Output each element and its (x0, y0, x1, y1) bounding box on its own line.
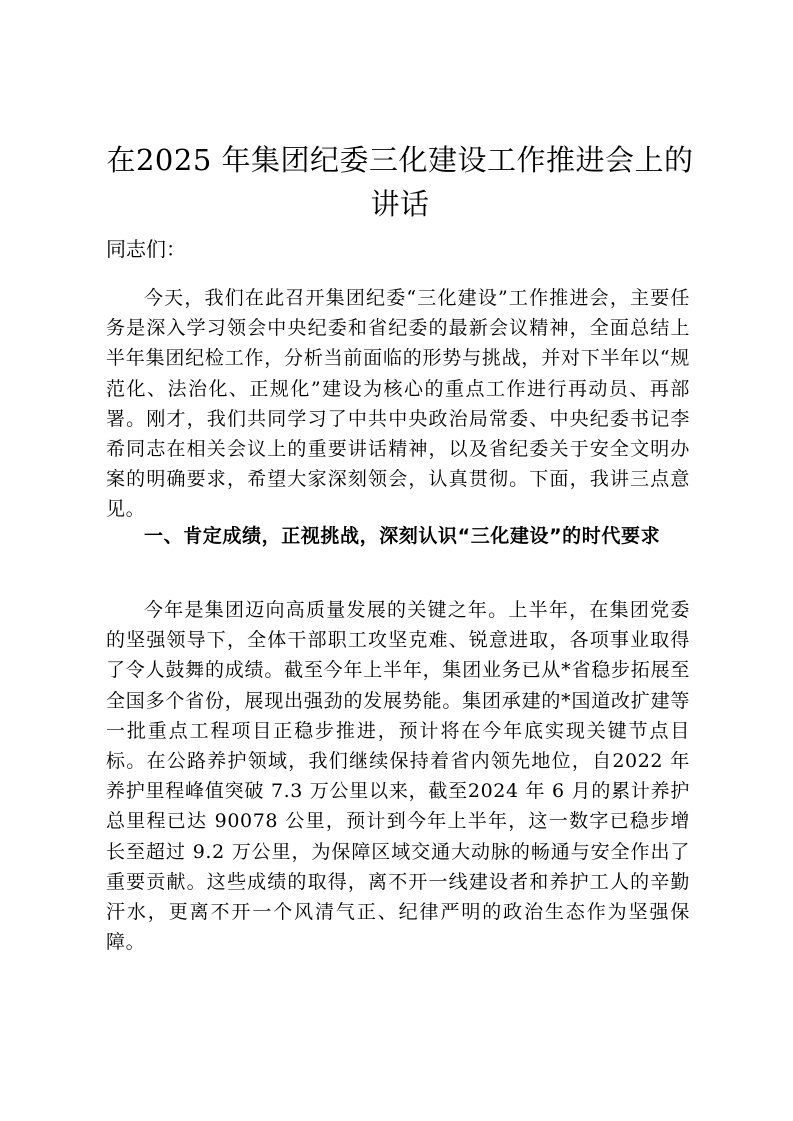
body-paragraph-1: 今天，我们在此召开集团纪委“三化建设”工作推进会，主要任务是深入学习领会中央纪委和省纪委的最新会议精神，全面总结上半年集团纪检工作，分析当前面临的形势与挑战，并对下半年以“规范化、法治化、正规化”建设为核心的重点工作进行再动员、再部署。刚才，我们共同学习了中共中央政治局常委、中央纪委书记李希同志在相关会议上的重要讲话精神，以及省纪委关于安全文明办案的明确要求，希望大家深刻领会，认真贯彻。下面，我讲三点意见。 (106, 287, 690, 521)
section-heading-1: 一、肯定成绩，正视挑战，深刻认识“三化建设”的时代要求 (144, 525, 661, 547)
body-paragraph-2: 今年是集团迈向高质量发展的关键之年。上半年，在集团党委的坚强领导下，全体干部职工攻坚克难、锐意进取，各项事业取得了令人鼓舞的成绩。截至今年上半年，集团业务已从*省稳步拓展至全国多个省份，展现出强劲的发展势能。集团承建的*国道改扩建等一批重点工程项目正稳步推进，预计将在今年底实现关键节点目标。在公路养护领域，我们继续保持着省内领先地位，自2022 年养护里程峰值突破 7.3 万公里以来，截至2024 年 6 月的累计养护总里程已达 90078 公里，预计到今年上半年，这一数字已稳步增长至超过 9.2 万公里，为保障区域交通大动脉的畅通与安全作出了重要贡献。这些成绩的取得，离不开一线建设者和养护工人的辛勤汗水，更离不开一个风清气正、纪律严明的政治生态作为坚强保障。 (106, 599, 690, 954)
page-title: 在2025 年集团纪委三化建设工作推进会上的讲话 (106, 143, 694, 221)
salutation: 同志们： (106, 237, 186, 261)
